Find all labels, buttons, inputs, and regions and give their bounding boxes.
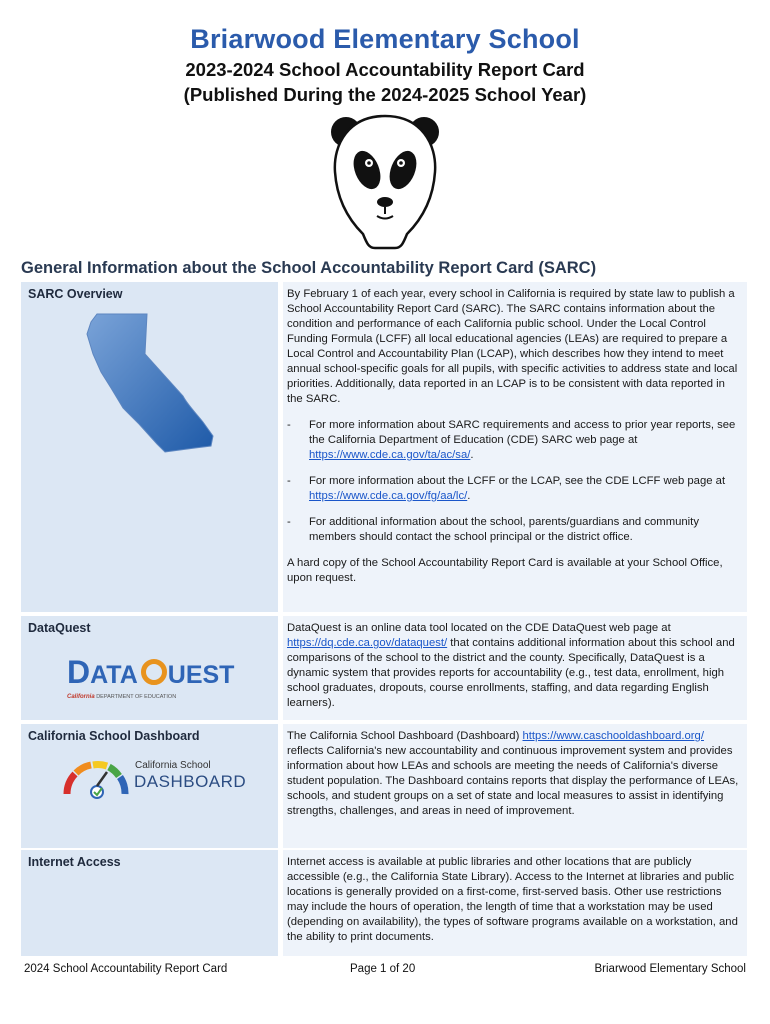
- internet-access-text-cell: [283, 850, 747, 956]
- sarc-intro-paragraph: By February 1 of each year, every school in California is required by state law to publish a School Accountability Report Card (SARC). The SARC contains information about the condition and performance of each California public school. Under the Local Control Funding Formula (LCFF) all local educational agencies (LEAs) are required to prepare a Local Control and Accountability Plan (LCAP), which describes how they intend to meet annual school-specific goals for all pupils, with specific activities to address state and local priorities. Additionally, data reported in an LCAP is to be consistent with data reported in the SARC.: [287, 288, 738, 405]
- dataquest-logo-ata: ATA: [90, 661, 138, 689]
- internet-access-row: [21, 850, 747, 956]
- dataquest-text-cell: [283, 616, 747, 720]
- sarc-bullet-3-text: For additional information about the school, parents/guardians and community members should contact the school principal or the district office.: [309, 516, 699, 543]
- dataquest-logo-subtext: DEPARTMENT OF EDUCATION: [96, 694, 177, 700]
- sarc-overview-label: SARC Overview: [28, 287, 123, 301]
- bullet-dash: -: [287, 516, 291, 528]
- dashboard-logo-line1: California School: [135, 760, 211, 771]
- footer-page-number: Page 1 of 20: [350, 963, 416, 975]
- dashboard-text-after: reflects California's new accountability and continuous improvement system and provides information about how LEAs and schools are meeting the needs of California's diverse student population. The Dashboard contains reports that display the performance of LEAs, schools, and student groups on a set of state and local measures to assist in identifying strengths, challenges, and areas in need of improvement.: [287, 745, 739, 817]
- dataquest-label: DataQuest: [28, 621, 91, 635]
- dataquest-logo-d: D: [67, 654, 91, 690]
- panda-mascot-image: [329, 110, 441, 250]
- sarc-web-page-link[interactable]: https://www.cde.ca.gov/ta/ac/sa/: [309, 449, 471, 461]
- sarc-bullet-1: [287, 418, 741, 463]
- dataquest-q-icon: [141, 659, 167, 685]
- footer-school-name: Briarwood Elementary School: [594, 963, 746, 975]
- dashboard-gauge-icon: [61, 754, 131, 802]
- dashboard-logo-line2: DASHBOARD: [134, 772, 247, 791]
- sarc-overview-label-cell: [21, 282, 278, 612]
- dataquest-logo-uest: UEST: [167, 661, 235, 689]
- dataquest-text-before: DataQuest is an online data tool located on the CDE DataQuest web page at: [287, 622, 671, 634]
- california-map-image: [83, 312, 217, 458]
- dashboard-text-cell: [283, 724, 747, 848]
- sarc-overview-text-cell: [283, 282, 747, 612]
- sarc-bullet-2-end: .: [467, 490, 471, 502]
- internet-access-text: Internet access is available at public libraries and other locations that are publicly accessible (e.g., the California State Library). Access to the Internet at libraries and public locations is generally provided on a first-come, first-served basis. Other use restrictions may include the hours of operation, the length of time that a workstation may be used (depending on availability), the types of software programs available on a workstation, and the ability to print documents.: [287, 856, 738, 943]
- sarc-bullet-1-text: For more information about SARC requirements and access to prior year reports, see the California Department of Education (CDE) SARC web page at: [309, 419, 736, 446]
- bullet-dash: -: [287, 419, 291, 431]
- section-heading: General Information about the School Accountability Report Card (SARC): [21, 259, 597, 277]
- dashboard-label-cell: [21, 724, 278, 848]
- dataquest-link[interactable]: https://dq.cde.ca.gov/dataquest/: [287, 637, 448, 649]
- sarc-overview-row: [21, 282, 747, 612]
- sarc-bullet-3: [287, 515, 741, 545]
- bullet-dash: -: [287, 475, 291, 487]
- dataquest-row: [21, 616, 747, 720]
- sarc-bullet-1-end: .: [470, 449, 474, 461]
- dataquest-text-after: that contains additional information about this school and comparisons of the school to the district and the county. Specifically, DataQuest is a dynamic system that provides reports for accountability (e.g., test data, enrollment, high school graduates, dropouts, course enrollments, staffing, and data regarding English learners).: [287, 637, 735, 709]
- dashboard-row: [21, 724, 747, 848]
- lcff-web-page-link[interactable]: https://www.cde.ca.gov/fg/aa/lc/: [309, 490, 468, 502]
- internet-access-label: Internet Access: [28, 855, 121, 869]
- dataquest-label-cell: [21, 616, 278, 720]
- report-title: 2023-2024 School Accountability Report Card: [185, 59, 585, 80]
- footer-report-name: 2024 School Accountability Report Card: [24, 963, 228, 975]
- school-name-title: Briarwood Elementary School: [190, 24, 580, 54]
- published-note: (Published During the 2024-2025 School Year): [183, 84, 587, 105]
- sarc-closing-paragraph: A hard copy of the School Accountability Report Card is available at your School Office, upon request.: [287, 557, 723, 584]
- dashboard-label: California School Dashboard: [28, 729, 200, 743]
- sarc-bullet-2: [287, 474, 741, 504]
- dashboard-link[interactable]: https://www.caschooldashboard.org/: [522, 730, 704, 742]
- internet-access-label-cell: [21, 850, 278, 956]
- dashboard-logo: [61, 754, 246, 804]
- sarc-bullet-2-text: For more information about the LCFF or the LCAP, see the CDE LCFF web page at: [309, 475, 726, 487]
- dashboard-text-before: The California School Dashboard (Dashboard): [287, 730, 523, 742]
- dataquest-logo-brand: California: [67, 694, 95, 700]
- dataquest-logo: [67, 654, 237, 708]
